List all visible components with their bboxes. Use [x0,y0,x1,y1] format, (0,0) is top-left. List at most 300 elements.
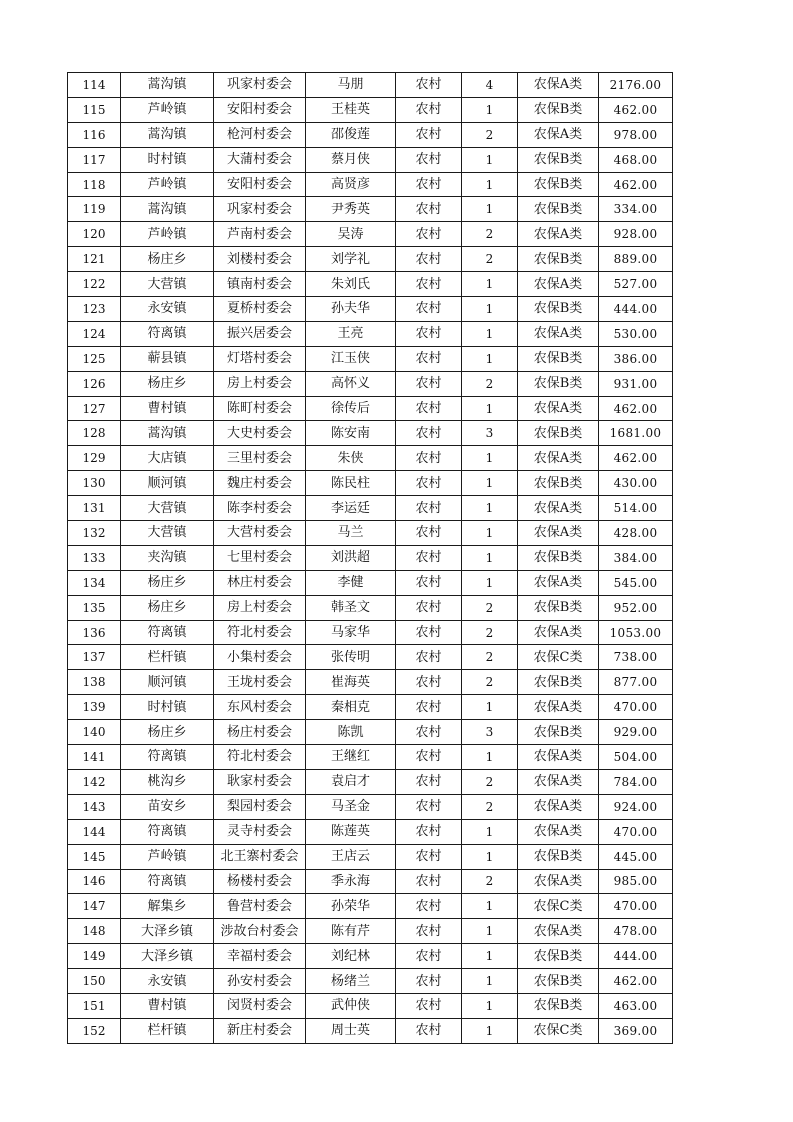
row-number-cell: 125 [68,346,121,371]
member-count-cell: 1 [462,97,518,122]
town-cell: 杨庄乡 [121,720,214,745]
table-body [68,73,673,1044]
village-committee-cell: 魏庄村委会 [214,471,306,496]
village-committee-cell: 陈李村委会 [214,496,306,521]
member-count-cell: 2 [462,247,518,272]
amount-cell: 430.00 [599,471,673,496]
household-type-cell: 农村 [396,720,462,745]
village-committee-cell: 房上村委会 [214,371,306,396]
member-count-cell: 4 [462,73,518,98]
table-row [68,545,673,570]
row-number-cell: 120 [68,222,121,247]
amount-cell: 545.00 [599,570,673,595]
town-cell: 蒿沟镇 [121,122,214,147]
table-row [68,794,673,819]
row-number-cell: 124 [68,321,121,346]
town-cell: 夹沟镇 [121,545,214,570]
village-committee-cell: 梨园村委会 [214,794,306,819]
member-count-cell: 2 [462,222,518,247]
amount-cell: 470.00 [599,894,673,919]
table-row [68,222,673,247]
table-row [68,1018,673,1043]
row-number-cell: 141 [68,745,121,770]
insurance-category-cell: 农保C类 [518,1018,599,1043]
amount-cell: 929.00 [599,720,673,745]
village-committee-cell: 鲁营村委会 [214,894,306,919]
household-type-cell: 农村 [396,172,462,197]
village-committee-cell: 涉故台村委会 [214,919,306,944]
member-count-cell: 3 [462,720,518,745]
row-number-cell: 122 [68,272,121,297]
row-number-cell: 152 [68,1018,121,1043]
table-row [68,521,673,546]
table-row [68,869,673,894]
person-name-cell: 马朋 [306,73,396,98]
person-name-cell: 武仲侠 [306,993,396,1018]
household-type-cell: 农村 [396,819,462,844]
town-cell: 曹村镇 [121,396,214,421]
amount-cell: 985.00 [599,869,673,894]
member-count-cell: 1 [462,545,518,570]
row-number-cell: 149 [68,944,121,969]
member-count-cell: 1 [462,844,518,869]
row-number-cell: 116 [68,122,121,147]
town-cell: 芦岭镇 [121,844,214,869]
row-number-cell: 132 [68,521,121,546]
insurance-category-cell: 农保A类 [518,869,599,894]
person-name-cell: 马圣金 [306,794,396,819]
row-number-cell: 128 [68,421,121,446]
household-type-cell: 农村 [396,371,462,396]
member-count-cell: 2 [462,122,518,147]
village-committee-cell: 芦南村委会 [214,222,306,247]
amount-cell: 369.00 [599,1018,673,1043]
town-cell: 大营镇 [121,521,214,546]
insurance-category-cell: 农保A类 [518,695,599,720]
insurance-category-cell: 农保B类 [518,197,599,222]
town-cell: 顺河镇 [121,471,214,496]
person-name-cell: 孙荣华 [306,894,396,919]
table-row [68,371,673,396]
village-committee-cell: 安阳村委会 [214,172,306,197]
member-count-cell: 2 [462,794,518,819]
household-type-cell: 农村 [396,570,462,595]
table-row [68,620,673,645]
amount-cell: 386.00 [599,346,673,371]
town-cell: 永安镇 [121,297,214,322]
member-count-cell: 1 [462,570,518,595]
table-row [68,670,673,695]
person-name-cell: 张传明 [306,645,396,670]
member-count-cell: 1 [462,944,518,969]
table-row [68,446,673,471]
village-committee-cell: 大蒲村委会 [214,147,306,172]
member-count-cell: 2 [462,595,518,620]
town-cell: 顺河镇 [121,670,214,695]
household-type-cell: 农村 [396,545,462,570]
amount-cell: 1681.00 [599,421,673,446]
household-type-cell: 农村 [396,396,462,421]
household-type-cell: 农村 [396,272,462,297]
person-name-cell: 吴涛 [306,222,396,247]
insurance-category-cell: 农保B类 [518,97,599,122]
insurance-category-cell: 农保B类 [518,371,599,396]
amount-cell: 931.00 [599,371,673,396]
member-count-cell: 1 [462,297,518,322]
household-type-cell: 农村 [396,944,462,969]
member-count-cell: 1 [462,1018,518,1043]
member-count-cell: 1 [462,446,518,471]
person-name-cell: 徐传后 [306,396,396,421]
person-name-cell: 周士英 [306,1018,396,1043]
table-row [68,396,673,421]
person-name-cell: 李健 [306,570,396,595]
amount-cell: 530.00 [599,321,673,346]
member-count-cell: 2 [462,645,518,670]
person-name-cell: 崔海英 [306,670,396,695]
town-cell: 苗安乡 [121,794,214,819]
household-type-cell: 农村 [396,1018,462,1043]
table-row [68,321,673,346]
member-count-cell: 1 [462,496,518,521]
amount-cell: 462.00 [599,446,673,471]
village-committee-cell: 杨庄村委会 [214,720,306,745]
member-count-cell: 1 [462,745,518,770]
row-number-cell: 138 [68,670,121,695]
insurance-category-cell: 农保B类 [518,670,599,695]
insurance-category-cell: 农保B类 [518,147,599,172]
table-row [68,122,673,147]
table-row [68,346,673,371]
row-number-cell: 139 [68,695,121,720]
member-count-cell: 1 [462,819,518,844]
household-type-cell: 农村 [396,969,462,994]
household-type-cell: 农村 [396,346,462,371]
town-cell: 桃沟乡 [121,769,214,794]
village-committee-cell: 枪河村委会 [214,122,306,147]
household-type-cell: 农村 [396,471,462,496]
town-cell: 大营镇 [121,272,214,297]
insurance-category-cell: 农保B类 [518,421,599,446]
row-number-cell: 119 [68,197,121,222]
member-count-cell: 2 [462,670,518,695]
household-type-cell: 农村 [396,97,462,122]
town-cell: 符离镇 [121,819,214,844]
table-row [68,944,673,969]
person-name-cell: 季永海 [306,869,396,894]
row-number-cell: 118 [68,172,121,197]
person-name-cell: 袁启才 [306,769,396,794]
amount-cell: 2176.00 [599,73,673,98]
person-name-cell: 邵俊莲 [306,122,396,147]
row-number-cell: 135 [68,595,121,620]
row-number-cell: 147 [68,894,121,919]
member-count-cell: 1 [462,272,518,297]
village-committee-cell: 闵贤村委会 [214,993,306,1018]
insurance-category-cell: 农保A类 [518,745,599,770]
village-committee-cell: 夏桥村委会 [214,297,306,322]
person-name-cell: 杨绪兰 [306,969,396,994]
household-type-cell: 农村 [396,670,462,695]
amount-cell: 444.00 [599,944,673,969]
table-row [68,894,673,919]
amount-cell: 462.00 [599,97,673,122]
insurance-category-cell: 农保B类 [518,247,599,272]
town-cell: 杨庄乡 [121,247,214,272]
person-name-cell: 陈民柱 [306,471,396,496]
row-number-cell: 142 [68,769,121,794]
member-count-cell: 1 [462,147,518,172]
amount-cell: 928.00 [599,222,673,247]
insurance-category-cell: 农保B类 [518,545,599,570]
person-name-cell: 王亮 [306,321,396,346]
village-committee-cell: 灯塔村委会 [214,346,306,371]
member-count-cell: 1 [462,894,518,919]
table-row [68,695,673,720]
table-row [68,720,673,745]
village-committee-cell: 灵寺村委会 [214,819,306,844]
household-type-cell: 农村 [396,595,462,620]
household-type-cell: 农村 [396,446,462,471]
household-type-cell: 农村 [396,919,462,944]
town-cell: 大泽乡镇 [121,944,214,969]
household-type-cell: 农村 [396,496,462,521]
village-committee-cell: 孙安村委会 [214,969,306,994]
row-number-cell: 146 [68,869,121,894]
household-type-cell: 农村 [396,321,462,346]
village-committee-cell: 七里村委会 [214,545,306,570]
village-committee-cell: 小集村委会 [214,645,306,670]
village-committee-cell: 三里村委会 [214,446,306,471]
person-name-cell: 朱侠 [306,446,396,471]
member-count-cell: 1 [462,993,518,1018]
row-number-cell: 121 [68,247,121,272]
person-name-cell: 王桂英 [306,97,396,122]
person-name-cell: 马家华 [306,620,396,645]
table-row [68,595,673,620]
row-number-cell: 137 [68,645,121,670]
village-committee-cell: 刘楼村委会 [214,247,306,272]
table-row [68,147,673,172]
village-committee-cell: 新庄村委会 [214,1018,306,1043]
member-count-cell: 2 [462,869,518,894]
town-cell: 杨庄乡 [121,595,214,620]
insurance-category-cell: 农保A类 [518,396,599,421]
town-cell: 符离镇 [121,869,214,894]
town-cell: 曹村镇 [121,993,214,1018]
row-number-cell: 144 [68,819,121,844]
table-row [68,247,673,272]
insurance-category-cell: 农保A类 [518,570,599,595]
household-type-cell: 农村 [396,197,462,222]
insurance-category-cell: 农保B类 [518,720,599,745]
insurance-category-cell: 农保B类 [518,172,599,197]
person-name-cell: 王继红 [306,745,396,770]
member-count-cell: 3 [462,421,518,446]
household-type-cell: 农村 [396,695,462,720]
amount-cell: 462.00 [599,172,673,197]
insurance-category-cell: 农保B类 [518,844,599,869]
member-count-cell: 2 [462,620,518,645]
person-name-cell: 朱刘氏 [306,272,396,297]
row-number-cell: 130 [68,471,121,496]
amount-cell: 738.00 [599,645,673,670]
village-committee-cell: 杨楼村委会 [214,869,306,894]
village-committee-cell: 振兴居委会 [214,321,306,346]
town-cell: 杨庄乡 [121,570,214,595]
row-number-cell: 134 [68,570,121,595]
village-committee-cell: 巩家村委会 [214,197,306,222]
amount-cell: 334.00 [599,197,673,222]
town-cell: 蕲县镇 [121,346,214,371]
table-row [68,97,673,122]
insurance-category-cell: 农保B类 [518,969,599,994]
table-row [68,496,673,521]
row-number-cell: 136 [68,620,121,645]
town-cell: 时村镇 [121,147,214,172]
town-cell: 杨庄乡 [121,371,214,396]
amount-cell: 470.00 [599,819,673,844]
town-cell: 栏杆镇 [121,645,214,670]
row-number-cell: 151 [68,993,121,1018]
household-type-cell: 农村 [396,993,462,1018]
amount-cell: 978.00 [599,122,673,147]
amount-cell: 952.00 [599,595,673,620]
member-count-cell: 1 [462,919,518,944]
person-name-cell: 刘纪林 [306,944,396,969]
insurance-category-cell: 农保B类 [518,595,599,620]
insurance-category-cell: 农保A类 [518,272,599,297]
row-number-cell: 150 [68,969,121,994]
member-count-cell: 1 [462,396,518,421]
village-committee-cell: 王垅村委会 [214,670,306,695]
row-number-cell: 115 [68,97,121,122]
table-row [68,297,673,322]
village-committee-cell: 陈町村委会 [214,396,306,421]
town-cell: 大店镇 [121,446,214,471]
row-number-cell: 126 [68,371,121,396]
amount-cell: 470.00 [599,695,673,720]
insurance-category-cell: 农保A类 [518,122,599,147]
row-number-cell: 123 [68,297,121,322]
row-number-cell: 129 [68,446,121,471]
row-number-cell: 143 [68,794,121,819]
insurance-category-cell: 农保A类 [518,769,599,794]
member-count-cell: 1 [462,172,518,197]
household-type-cell: 农村 [396,794,462,819]
table-row [68,172,673,197]
member-count-cell: 1 [462,197,518,222]
table-row [68,819,673,844]
insurance-category-cell: 农保A类 [518,73,599,98]
village-committee-cell: 林庄村委会 [214,570,306,595]
row-number-cell: 117 [68,147,121,172]
table-row [68,969,673,994]
row-number-cell: 133 [68,545,121,570]
household-type-cell: 农村 [396,122,462,147]
member-count-cell: 1 [462,471,518,496]
town-cell: 芦岭镇 [121,222,214,247]
insurance-category-cell: 农保A类 [518,496,599,521]
household-type-cell: 农村 [396,222,462,247]
person-name-cell: 秦相克 [306,695,396,720]
town-cell: 蒿沟镇 [121,73,214,98]
insurance-category-cell: 农保B类 [518,297,599,322]
row-number-cell: 140 [68,720,121,745]
member-count-cell: 1 [462,346,518,371]
table-row [68,769,673,794]
person-name-cell: 陈凯 [306,720,396,745]
insurance-category-cell: 农保B类 [518,471,599,496]
household-type-cell: 农村 [396,745,462,770]
town-cell: 符离镇 [121,745,214,770]
village-committee-cell: 大史村委会 [214,421,306,446]
household-type-cell: 农村 [396,869,462,894]
town-cell: 解集乡 [121,894,214,919]
table-row [68,73,673,98]
row-number-cell: 145 [68,844,121,869]
person-name-cell: 尹秀英 [306,197,396,222]
person-name-cell: 高怀义 [306,371,396,396]
insurance-category-cell: 农保A类 [518,521,599,546]
table-row [68,745,673,770]
row-number-cell: 148 [68,919,121,944]
town-cell: 芦岭镇 [121,97,214,122]
insurance-category-cell: 农保B类 [518,993,599,1018]
person-name-cell: 韩圣文 [306,595,396,620]
table-row [68,421,673,446]
town-cell: 大营镇 [121,496,214,521]
insurance-category-cell: 农保C类 [518,645,599,670]
table-row [68,272,673,297]
amount-cell: 445.00 [599,844,673,869]
village-committee-cell: 符北村委会 [214,745,306,770]
person-name-cell: 陈安南 [306,421,396,446]
insurance-category-cell: 农保A类 [518,321,599,346]
member-count-cell: 1 [462,521,518,546]
amount-cell: 428.00 [599,521,673,546]
household-type-cell: 农村 [396,421,462,446]
table-row [68,993,673,1018]
amount-cell: 462.00 [599,396,673,421]
table-row [68,645,673,670]
person-name-cell: 马兰 [306,521,396,546]
insurance-category-cell: 农保A类 [518,819,599,844]
member-count-cell: 1 [462,321,518,346]
insurance-category-cell: 农保B类 [518,944,599,969]
household-type-cell: 农村 [396,521,462,546]
household-type-cell: 农村 [396,844,462,869]
insurance-category-cell: 农保A类 [518,620,599,645]
insurance-category-cell: 农保C类 [518,894,599,919]
person-name-cell: 高贤彦 [306,172,396,197]
amount-cell: 889.00 [599,247,673,272]
row-number-cell: 127 [68,396,121,421]
town-cell: 时村镇 [121,695,214,720]
person-name-cell: 蔡月侠 [306,147,396,172]
household-type-cell: 农村 [396,73,462,98]
village-committee-cell: 巩家村委会 [214,73,306,98]
town-cell: 符离镇 [121,620,214,645]
insurance-category-cell: 农保A类 [518,446,599,471]
insurance-category-cell: 农保A类 [518,794,599,819]
household-type-cell: 农村 [396,894,462,919]
insurance-category-cell: 农保A类 [518,919,599,944]
household-type-cell: 农村 [396,247,462,272]
person-name-cell: 刘学礼 [306,247,396,272]
town-cell: 永安镇 [121,969,214,994]
amount-cell: 468.00 [599,147,673,172]
